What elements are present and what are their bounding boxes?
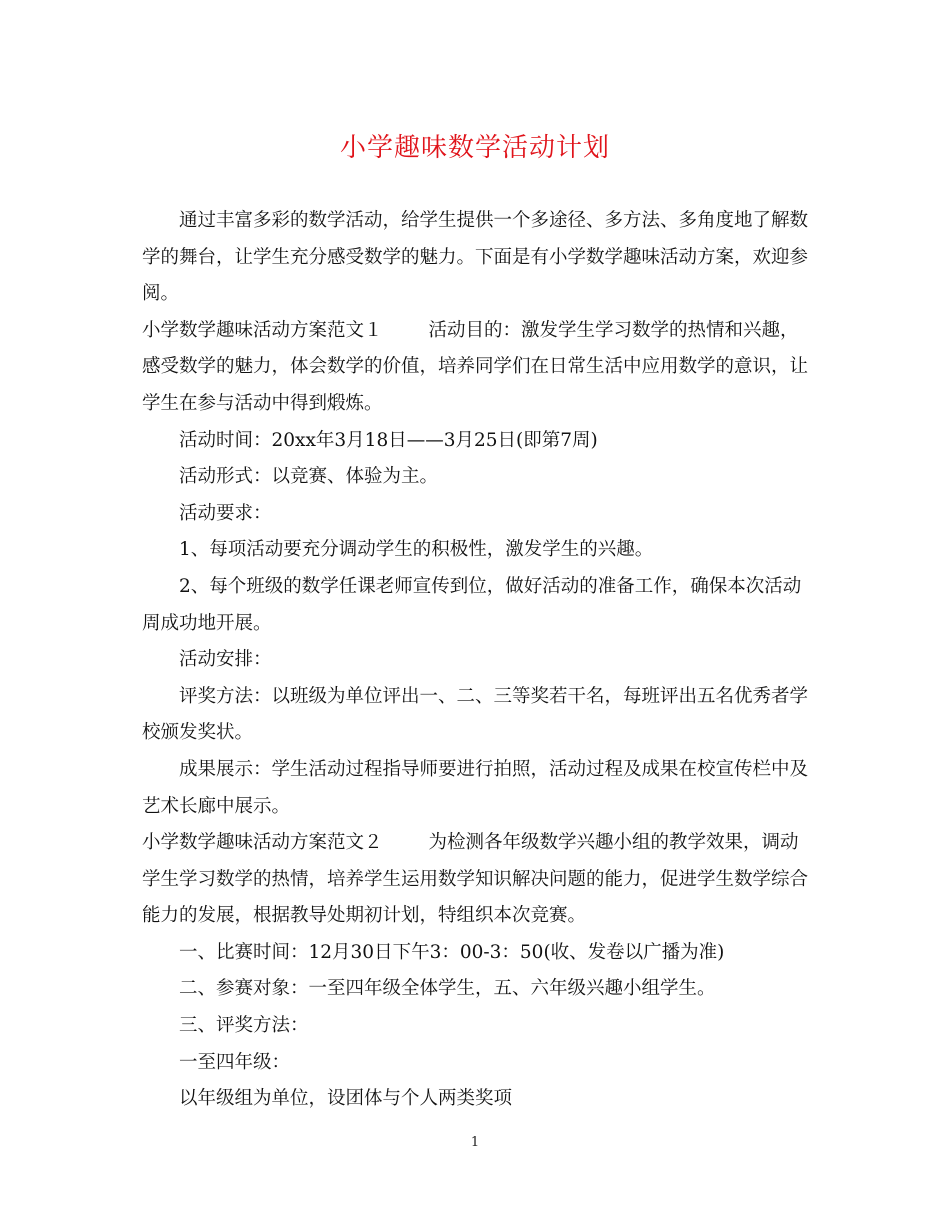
result-display-paragraph: 成果展示：学生活动过程指导师要进行拍照，活动过程及成果在校宣传栏中及艺术长廊中展示。 [142,758,809,817]
participants: 二、参赛对象：一至四年级全体学生，五、六年级兴趣小组学生。 [179,978,716,1000]
page-number: 1 [470,1135,480,1150]
sample1-paragraph [142,313,808,423]
activity-form: 活动形式：以竞赛、体验为主。 [179,466,439,488]
sample2-intro: 为检测各年级数学兴趣小组的教学效果，调动学生学习数学的热情，培养学生运用数学知识解决问题的能力，促进学生数学综合能力的发展，根据教导处期初计划，特组织本次竞赛。 [142,832,809,927]
requirements-label: 活动要求： [179,502,272,524]
requirement-1: 1、每项活动要充分调动学生的积极性，激发学生的兴趣。 [179,539,654,561]
grade-unit-paragraph: 以年级组为单位，设团体与个人两类奖项 [179,1088,513,1110]
intro-paragraph: 通过丰富多彩的数学活动，给学生提供一个多途径、多方法、多角度地了解数学的舞台，让学生充分感受数学的魅力。下面是有小学数学趣味活动方案，欢迎参阅。 [142,210,809,305]
document-title: 小学趣味数学活动计划 [339,133,610,163]
sample1-heading: 小学数学趣味活动方案范文１ [142,319,383,341]
competition-time: 一、比赛时间：12月30日下午3：00-3：50(收、发卷以广播为准) [179,941,725,963]
award-method-paragraph: 评奖方法：以班级为单位评出一、二、三等奖若干名，每班评出五名优秀者学校颁发奖状。 [142,685,809,744]
activity-time: 活动时间：20xx年3月18日——3月25日(即第7周) [179,429,598,451]
arrangement-label: 活动安排： [179,649,272,671]
document-body [142,203,808,1118]
grades-label: 一至四年级： [179,1051,291,1073]
sample1-goal: 活动目的：激发学生学习数学的热情和兴趣，感受数学的魅力，体会数学的价值，培养同学们在日常生活中应用数学的意识，让学生在参与活动中得到煅炼。 [142,319,809,414]
award-method-heading: 三、评奖方法： [179,1015,309,1037]
requirement-2: 2、每个班级的数学任课老师宣传到位，做好活动的准备工作，确保本次活动周成功地开展。 [142,575,802,634]
sample2-heading: 小学数学趣味活动方案范文２ [142,832,383,854]
sample2-paragraph [142,825,808,935]
